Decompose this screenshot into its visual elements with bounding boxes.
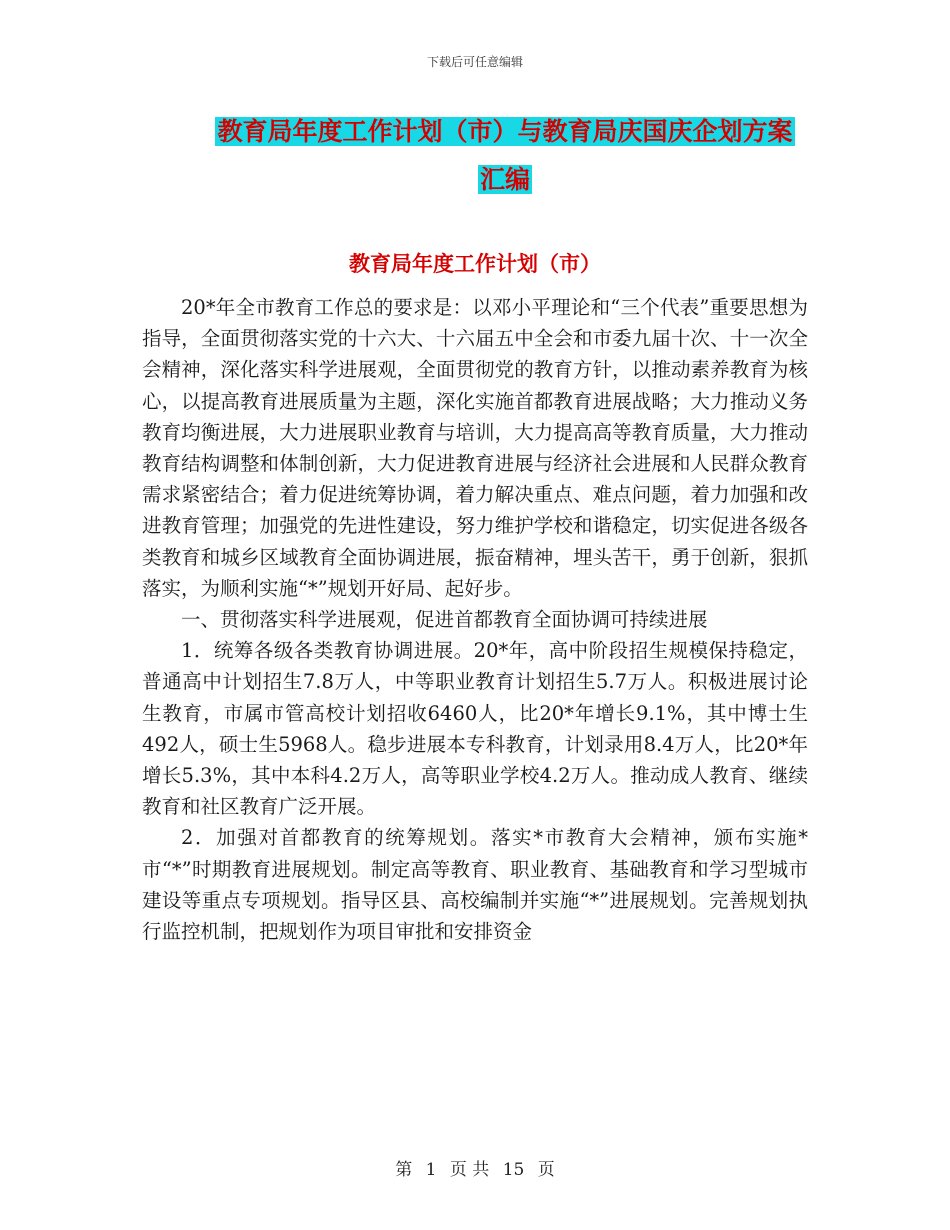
current-page-number: 1 [425, 1160, 437, 1180]
section-title: 教育局年度工作计划（市） [349, 252, 601, 276]
document-title [140, 108, 870, 204]
header-note: 下载后可任意编辑 [426, 55, 523, 69]
footer-prefix: 第 [395, 1160, 413, 1180]
paragraph-item-2: 2．加强对首都教育的统筹规划。落实*市教育大会精神，颁布实施*市“*”时期教育进展规划。制定高等教育、职业教育、基础教育和学习型城市建设等重点专项规划。指导区县、高校编制并实施“*”进展规划。完善规划执行监控机制，把规划作为项目审批和安排资金 [142, 826, 808, 944]
paragraph-heading-1: 一、贯彻落实科学进展观，促进首都教育全面协调可持续进展 [181, 608, 708, 632]
document-body [142, 292, 808, 947]
total-page-count: 15 [502, 1160, 525, 1180]
paragraph-intro: 20*年全市教育工作总的要求是：以邓小平理论和“三个代表”重要思想为指导，全面贯彻落实党的十六大、十六届五中全会和市委九届十次、十一次全会精神，深化落实科学进展观，全面贯彻党的教育方针，以推动素养教育为核心，以提高教育进展质量为主题，深化实施首都教育进展战略；大力推动义务教育均衡进展，大力进展职业教育与培训，大力提高高等教育质量，大力推动教育结构调整和体制创新，大力促进教育进展与经济社会进展和人民群众教育需求紧密结合；着力促进统筹协调，着力解决重点、难点问题，着力加强和改进教育管理；加强党的先进性建设，努力维护学校和谐稳定，切实促进各级各类教育和城乡区域教育全面协调进展，振奋精神，埋头苦干，勇于创新，狠抓落实，为顺利实施“*”规划开好局、起好步。 [142, 296, 808, 600]
footer-suffix: 页 [537, 1160, 555, 1180]
paragraph-item-1: 1．统筹各级各类教育协调进展。20*年，高中阶段招生规模保持稳定，普通高中计划招生7.8万人，中等职业教育计划招生5.7万人。积极进展讨论生教育，市属市管高校计划招收6460人，比20*年增长9.1%，其中博士生492人，硕士生5968人。稳步进展本专科教育，计划录用8.4万人，比20*年增长5.3%，其中本科4.2万人，高等职业学校4.2万人。推动成人教育、继续教育和社区教育广泛开展。 [142, 639, 808, 819]
footer-middle: 页 共 [449, 1160, 490, 1180]
title-line-1: 教育局年度工作计划（市）与教育局庆国庆企划方案 [217, 117, 793, 146]
title-line-2: 汇编 [479, 165, 530, 194]
page-footer [0, 1155, 950, 1180]
